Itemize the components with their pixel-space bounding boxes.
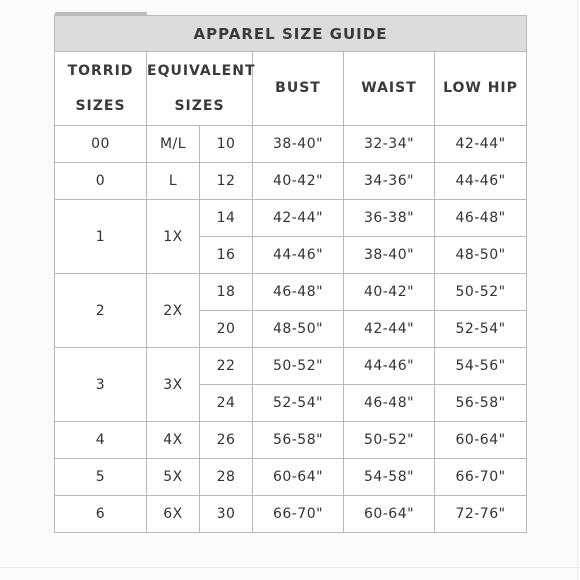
low-hip-cell: 60-64" bbox=[435, 422, 527, 459]
equivalent-size-cell: M/L bbox=[147, 126, 200, 163]
equivalent-size-cell: 4X bbox=[147, 422, 200, 459]
low-hip-cell: 46-48" bbox=[435, 200, 527, 237]
header-low-hip: LOW HIP bbox=[435, 52, 527, 126]
header-torrid-line2: SIZES bbox=[75, 97, 126, 114]
bust-cell: 50-52" bbox=[253, 348, 344, 385]
torrid-size-cell: 4 bbox=[55, 422, 147, 459]
equivalent-size-cell: 1X bbox=[147, 200, 200, 274]
equivalent-size-cell: 2X bbox=[147, 274, 200, 348]
equivalent-size-cell: 6X bbox=[147, 496, 200, 533]
waist-cell: 54-58" bbox=[344, 459, 435, 496]
torrid-size-cell: 00 bbox=[55, 126, 147, 163]
waist-cell: 42-44" bbox=[344, 311, 435, 348]
low-hip-cell: 54-56" bbox=[435, 348, 527, 385]
bust-cell: 60-64" bbox=[253, 459, 344, 496]
header-torrid-sizes bbox=[55, 52, 147, 126]
numeric-size-cell: 26 bbox=[200, 422, 253, 459]
header-equivalent-sizes bbox=[147, 52, 256, 126]
torrid-size-cell: 3 bbox=[55, 348, 147, 422]
waist-cell: 34-36" bbox=[344, 163, 435, 200]
equivalent-size-cell: 3X bbox=[147, 348, 200, 422]
torrid-size-cell: 2 bbox=[55, 274, 147, 348]
bust-cell: 48-50" bbox=[253, 311, 344, 348]
bust-cell: 66-70" bbox=[253, 496, 344, 533]
low-hip-cell: 56-58" bbox=[435, 385, 527, 422]
low-hip-cell: 52-54" bbox=[435, 311, 527, 348]
table-row bbox=[55, 496, 527, 533]
table-row bbox=[55, 163, 527, 200]
bust-cell: 40-42" bbox=[253, 163, 344, 200]
equivalent-size-cell: 5X bbox=[147, 459, 200, 496]
numeric-size-cell: 14 bbox=[200, 200, 253, 237]
waist-cell: 32-34" bbox=[344, 126, 435, 163]
numeric-size-cell: 22 bbox=[200, 348, 253, 385]
numeric-size-cell: 24 bbox=[200, 385, 253, 422]
table-row bbox=[55, 200, 527, 237]
numeric-size-cell: 16 bbox=[200, 237, 253, 274]
numeric-size-cell: 30 bbox=[200, 496, 253, 533]
numeric-size-cell: 18 bbox=[200, 274, 253, 311]
table-row bbox=[55, 274, 527, 311]
table-title: APPAREL SIZE GUIDE bbox=[55, 16, 527, 52]
header-equiv-line1: EQUIVALENT bbox=[147, 62, 256, 79]
bust-cell: 46-48" bbox=[253, 274, 344, 311]
torrid-size-cell: 5 bbox=[55, 459, 147, 496]
numeric-size-cell: 10 bbox=[200, 126, 253, 163]
apparel-size-guide-table bbox=[54, 15, 527, 533]
table-row bbox=[55, 459, 527, 496]
waist-cell: 60-64" bbox=[344, 496, 435, 533]
numeric-size-cell: 12 bbox=[200, 163, 253, 200]
low-hip-cell: 42-44" bbox=[435, 126, 527, 163]
header-torrid-line1: TORRID bbox=[67, 62, 134, 79]
header-bust: BUST bbox=[253, 52, 344, 126]
header-waist: WAIST bbox=[344, 52, 435, 126]
torrid-size-cell: 6 bbox=[55, 496, 147, 533]
equivalent-size-cell: L bbox=[147, 163, 200, 200]
table-row bbox=[55, 126, 527, 163]
torrid-size-cell: 0 bbox=[55, 163, 147, 200]
waist-cell: 38-40" bbox=[344, 237, 435, 274]
bust-cell: 38-40" bbox=[253, 126, 344, 163]
waist-cell: 50-52" bbox=[344, 422, 435, 459]
low-hip-cell: 72-76" bbox=[435, 496, 527, 533]
low-hip-cell: 50-52" bbox=[435, 274, 527, 311]
waist-cell: 44-46" bbox=[344, 348, 435, 385]
table-row bbox=[55, 348, 527, 385]
waist-cell: 40-42" bbox=[344, 274, 435, 311]
bust-cell: 42-44" bbox=[253, 200, 344, 237]
table-row bbox=[55, 422, 527, 459]
bust-cell: 52-54" bbox=[253, 385, 344, 422]
header-equiv-line2: SIZES bbox=[174, 97, 225, 114]
low-hip-cell: 44-46" bbox=[435, 163, 527, 200]
bust-cell: 56-58" bbox=[253, 422, 344, 459]
waist-cell: 46-48" bbox=[344, 385, 435, 422]
torrid-size-cell: 1 bbox=[55, 200, 147, 274]
low-hip-cell: 66-70" bbox=[435, 459, 527, 496]
numeric-size-cell: 20 bbox=[200, 311, 253, 348]
low-hip-cell: 48-50" bbox=[435, 237, 527, 274]
waist-cell: 36-38" bbox=[344, 200, 435, 237]
numeric-size-cell: 28 bbox=[200, 459, 253, 496]
bust-cell: 44-46" bbox=[253, 237, 344, 274]
